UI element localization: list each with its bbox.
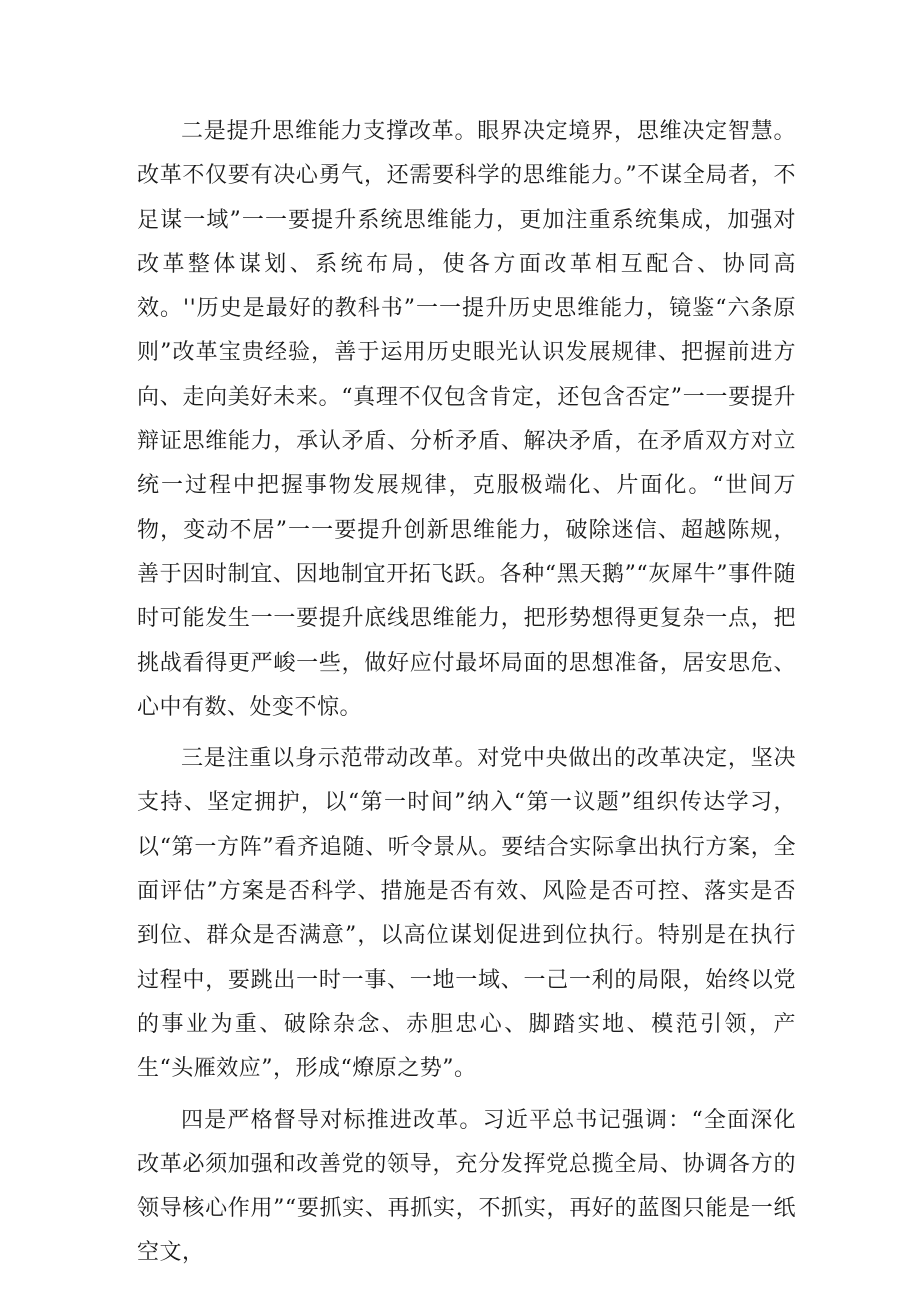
paragraph-thinking-ability: 二是提升思维能力支撑改革。眼界决定境界，思维决定智慧。改革不仅要有决心勇气，还需要科学的思维能力。”不谋全局者，不足谋一域”一一要提升系统思维能力，更加注重系统集成，加强对改革整体谋划、系统布局，使各方面改革相互配合、协同高效。''历史是最好的教科书”一一提升历史思维能力，镜鉴“六条原则”改革宝贵经验，善于运用历史眼光认识发展规律、把握前进方向、走向美好未来。“真理不仅包含肯定，还包含否定”一一要提升辩证思维能力，承认矛盾、分析矛盾、解决矛盾，在矛盾双方对立统一过程中把握事物发展规律，克服极端化、片面化。“世间万物，变动不居”一一要提升创新思维能力，破除迷信、超越陈规，善于因时制宜、因地制宜开拓飞跃。各种“黑天鹅”“灰犀牛”事件随时可能发生一一要提升底线思维能力，把形势想得更复杂一点，把挑战看得更严峻一些，做好应付最坏局面的思想准备，居安思危、心中有数、处变不惊。 (137, 119, 796, 720)
paragraph-supervision: 四是严格督导对标推进改革。习近平总书记强调：“全面深化改革必须加强和改善党的领导，充分发挥党总揽全局、协调各方的领导核心作用”“要抓实、再抓实，不抓实，再好的蓝图只能是一纸空文， (137, 1107, 796, 1266)
paragraph-lead-by-example: 三是注重以身示范带动改革。对党中央做出的改革决定，坚决支持、坚定拥护，以“第一时间”纳入“第一议题”组织传达学习，以“第一方阵”看齐追随、听令景从。要结合实际拿出执行方案，全面评估”方案是否科学、措施是否有效、风险是否可控、落实是否到位、群众是否满意”，以高位谋划促进到位执行。特别是在执行过程中，要跳出一时一事、一地一域、一己一利的局限，始终以党的事业为重、破除杂念、赤胆忠心、脚踏实地、模范引领，产生“头雁效应”，形成“燎原之势”。 (137, 746, 796, 1082)
